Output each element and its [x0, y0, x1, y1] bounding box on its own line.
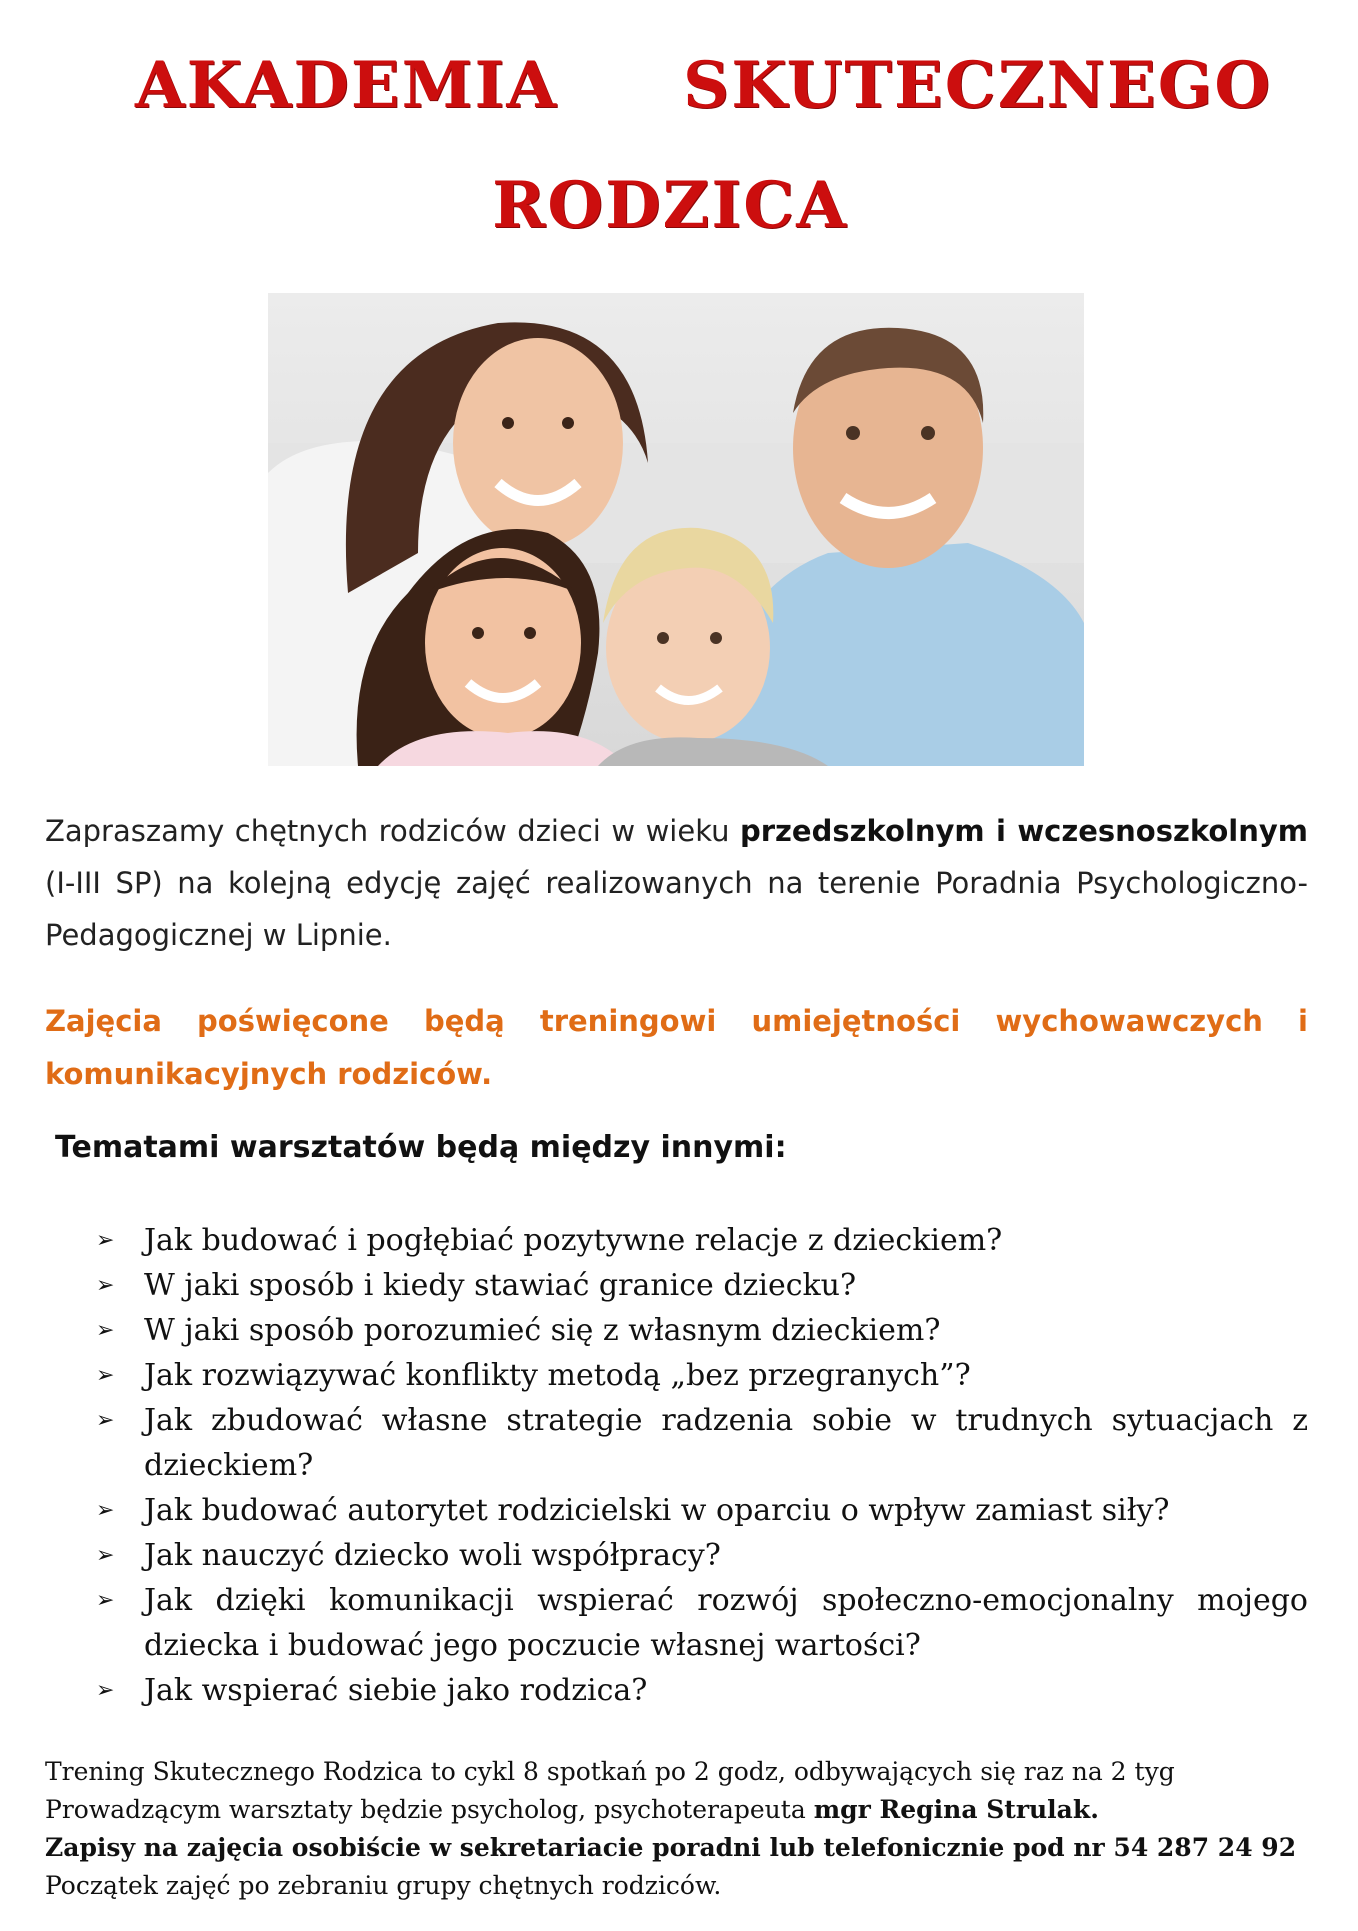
- topic-text: Jak wspierać siebie jako rodzica?: [144, 1673, 648, 1708]
- footer-instructor-name: mgr Regina Strulak.: [813, 1795, 1099, 1824]
- arrow-bullet-icon: ➢: [96, 1363, 115, 1388]
- list-item: [96, 1218, 1308, 1263]
- family-photo: [268, 293, 1084, 766]
- topic-text: Jak budować autorytet rodzicielski w oparciu o wpływ zamiast siły?: [144, 1493, 1170, 1528]
- footer-info: [45, 1753, 1335, 1905]
- list-item: [96, 1263, 1308, 1308]
- title-word-skutecznego: SKUTECZNEGO: [683, 48, 1273, 123]
- arrow-bullet-icon: ➢: [96, 1678, 115, 1703]
- footer-instructor-text: Prowadzącym warsztaty będzie psycholog, psychoterapeuta: [45, 1795, 814, 1824]
- topics-list: [96, 1218, 1308, 1713]
- list-item: [96, 1308, 1308, 1353]
- intro-text-1: Zapraszamy chętnych rodziców dzieci w wieku: [45, 814, 740, 848]
- topic-text: Jak zbudować własne strategie radzenia sobie w trudnych sytuacjach z dzieckiem?: [144, 1403, 1308, 1483]
- arrow-bullet-icon: ➢: [96, 1318, 115, 1343]
- family-photo-icon: [268, 293, 1084, 766]
- highlight-paragraph: Zajęcia poświęcone będą treningowi umiejętności wychowawczych i komunikacyjnych rodziców.: [45, 1004, 1308, 1091]
- arrow-bullet-icon: ➢: [96, 1588, 115, 1613]
- topic-text: Jak budować i pogłębiać pozytywne relacje z dzieckiem?: [144, 1223, 1003, 1258]
- topic-text: W jaki sposób porozumieć się z własnym dzieckiem?: [144, 1313, 941, 1348]
- list-item: [96, 1398, 1308, 1488]
- arrow-bullet-icon: ➢: [96, 1228, 115, 1253]
- list-item: [96, 1533, 1308, 1578]
- title-line-2: RODZICA: [492, 168, 848, 243]
- title-line-1: [0, 48, 1358, 138]
- arrow-bullet-icon: ➢: [96, 1408, 115, 1433]
- list-item: [96, 1488, 1308, 1533]
- topic-text: W jaki sposób i kiedy stawiać granice dziecku?: [144, 1268, 857, 1303]
- topic-text: Jak rozwiązywać konflikty metodą „bez przegranych”?: [144, 1358, 971, 1393]
- topics-heading: Tematami warsztatów będą między innymi:: [55, 1130, 787, 1165]
- list-item: [96, 1668, 1308, 1713]
- arrow-bullet-icon: ➢: [96, 1273, 115, 1298]
- topic-text: Jak dzięki komunikacji wspierać rozwój społeczno-emocjonalny mojego dziecka i budować jego poczucie własnej wartości?: [144, 1583, 1308, 1663]
- intro-paragraph: [45, 805, 1308, 961]
- arrow-bullet-icon: ➢: [96, 1543, 115, 1568]
- topic-text: Jak nauczyć dziecko woli współpracy?: [144, 1538, 721, 1573]
- footer-cycle-info: Trening Skutecznego Rodzica to cykl 8 spotkań po 2 godz, odbywających się raz na 2 tyg: [45, 1757, 1175, 1786]
- list-item: [96, 1353, 1308, 1398]
- footer-registration: Zapisy na zajęcia osobiście w sekretariacie poradni lub telefonicznie pod nr 54 287 24 92: [45, 1833, 1297, 1862]
- footer-instructor: [45, 1791, 1335, 1829]
- footer-start-info: Początek zajęć po zebraniu grupy chętnych rodziców.: [45, 1871, 722, 1900]
- title-word-akademia: AKADEMIA: [135, 48, 559, 123]
- intro-text-2: (I-III SP) na kolejną edycję zajęć realizowanych na terenie Poradnia Psychologiczno-Pedagogicznej w Lipnie.: [45, 866, 1308, 952]
- intro-bold-age: przedszkolnym i wczesnoszkolnym: [739, 814, 1308, 848]
- list-item: [96, 1578, 1308, 1668]
- arrow-bullet-icon: ➢: [96, 1498, 115, 1523]
